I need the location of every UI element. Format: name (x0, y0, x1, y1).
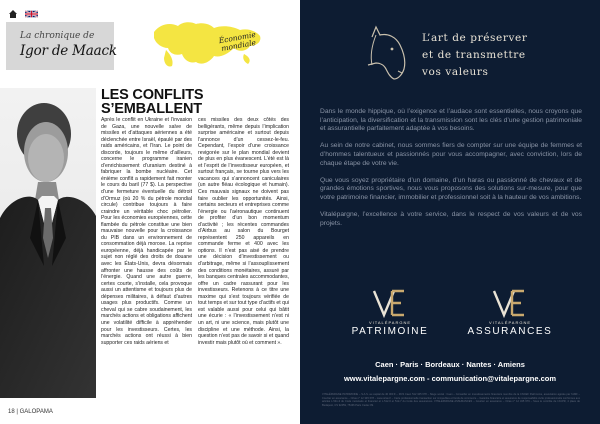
article-column-2: ces missiles des deux côtés des belligérants, même depuis l’implication surprise américaine et surtout depuis l’annonce d’un cessez-le-feu. Cependant, l’espoir d’une croissance revigorée sur le plan mondial devient de plus en plus évanescent. L’été est là et l’esprit de l’investisseur européen, et surtout français, se tourne plus vers les vacances qui s’annoncent caniculaires (un autre fléau écologique et humain). Ces mauvais signaux ne doivent pas faire oublier les opportunités. Ainsi, certains secteurs et entreprises comme l’énergie ou l’aéronautique continuent de profiter d’un bon momentum d’activité ; les récentes commandes d’Airbus au salon du Bourget représentent 250 appareils en commande ferme et 400 avec les options. Il n’est pas aisé de prendre une décision d’investissement ou d’arbitrage, même si l’assouplissement des conditions monétaires, assuré par les banques centrales accommodantes, offre un cadre rassurant pour les investisseurs. Retenons à ce titre une maxime qui s’est toujours vérifiée de tout temps et sur tout type d’actifs et qui est valable aussi pour celui qui bâtit une écurie : « l’investissement n’est ni un art, ni une science, mais plutôt une discipline et une méthode. Ainsi, la question n’est pas de savoir si et quand investir mais plutôt où et comment ». (198, 117, 289, 346)
brand-small-label: VITALÉPARGNE (368, 320, 412, 325)
article-title-line-1: LES CONFLITS (101, 87, 204, 103)
ad-paragraph: Dans le monde hippique, où l’exigence et l’audace sont essentielles, nous croyons que l’anticipation, la diversification et la transmission sont les clés d’une gestion patrimoniale et assurantielle parfaitement adaptée à vos besoins. (320, 108, 582, 133)
article-body (101, 117, 289, 402)
ad-paragraph: Que vous soyez propriétaire d’un domaine, d’un haras ou passionné de chevaux et de grandes émotions sportives, nous vous proposons des solutions sur-mesure, pour que votre patrimoine financier, immobilier et professionnel soit à la hauteur de vos ambitions. (320, 176, 582, 201)
brand-small-label: VITALÉPARGNE (488, 320, 532, 325)
section-label: Économie mondiale (217, 29, 257, 53)
ad-body-text (320, 108, 582, 237)
ad-cities: Caen · Paris · Bordeaux · Nantes · Amiens (375, 360, 525, 369)
article-title (101, 88, 291, 116)
page-number: 18 (8, 409, 15, 415)
ve-monogram-icon (370, 288, 410, 318)
author-portrait-photo (0, 88, 96, 398)
uk-flag-icon[interactable] (25, 10, 38, 18)
magazine-name: GALOPAMA (19, 409, 53, 415)
ad-headline-line-1: L’art de préserver (422, 32, 528, 44)
advert-page (300, 0, 600, 424)
brand-assurances[interactable] (460, 288, 560, 337)
article-title-line-2: S’EMBALLENT (101, 101, 202, 117)
brand-name: ASSURANCES (467, 326, 553, 337)
page-footer (8, 409, 53, 415)
ad-headline-line-2: et de transmettre (422, 49, 526, 61)
brand-patrimoine[interactable] (340, 288, 440, 337)
ad-legal-notice: VITALÉPARGNE PATRIMOINE – S.A.S. au capital de 40 000 € – RCS Caen 512 345 678 – Siège social : Caen – Conseiller en investissements financiers membre de la CNCEF Patrimoine, association agréée par l’AMF – Courtier en assurance – Orias n° 12 345 678 – www.orias.fr – Carte professionnelle transaction sur immeubles et fonds de commerce – Garantie financière et assurance de responsabilité civile professionnelle conformes aux articles L.541-3 du Code monétaire et financier et L.512-6 et 512-7 du Code des assurances. VITALÉPARGNE ASSURANCES – Courtier en assurance – Orias n° 12 345 679 – Sous le contrôle de l’ACPR, 4 place de Budapest, CS 92459, 75436 Paris Cedex 09. (322, 393, 580, 407)
ad-headline (422, 30, 527, 81)
ad-paragraph: Vitalépargne, l’excellence à votre service, dans le respect de vos valeurs et de vos projets. (320, 211, 582, 227)
home-icon[interactable] (8, 9, 18, 19)
horse-head-icon (358, 25, 412, 85)
article-column-1: Après le conflit en Ukraine et l’invasion de Gaza, une nouvelle salve de missiles et d’attaques aériennes a été déclenchée entre Israël, épaulé par des raids américains, et l’Iran. Le point de discorde, toujours le même d’ailleurs, concerne le programme iranien d’enrichissement d’uranium destiné à fabriquer la bombe nucléaire. Cet énième conflit a rapidement fait monter le cours du baril (77 $). La perspective d’une fermeture éventuelle du détroit d’Ormuz (où 20 % du pétrole mondial circule) contribue toujours à faire craindre un véritable choc pétrolier. Pour les économies européennes, cette flambée du pétrole constitue une bien mauvaise nouvelle pour la croissance du PIB dans un environnement de consommation déjà morose. La reprise européenne, déjà handicapée par le sujet non réglé des droits de douane avec les États-Unis, devra désormais affronter une hausse des coûts de l’énergie. Quand une autre guerre, certes courte, s’installe, cela provoque aussi un attentisme et toujours plus de dépenses militaires, à défaut d’autres usages plus productifs. Comme un cheval qui se cabre soudainement, les marchés actions et obligations affichent une volatilité difficile à appréhender pour les investisseurs. Certes, les marchés actions ont réussi à bien supporter ces raids aériens et (101, 117, 192, 346)
brand-name: PATRIMOINE (351, 326, 429, 337)
footer-separator: | (16, 409, 20, 415)
chronicle-label: La chronique de (20, 31, 95, 41)
ad-paragraph: Au sein de notre cabinet, nous sommes fiers de compter sur une équipe de femmes et d’hommes talentueux et passionnés pour vous accompagner, avec conviction, lors de chaque étape de votre vie. (320, 142, 582, 167)
author-name: Igor de Maack (20, 43, 117, 59)
ad-contact-link[interactable]: www.vitalepargne.com - communication@vitalepargne.com (343, 374, 557, 383)
ve-monogram-icon (490, 288, 530, 318)
ad-headline-line-3: vos valeurs (422, 66, 489, 78)
